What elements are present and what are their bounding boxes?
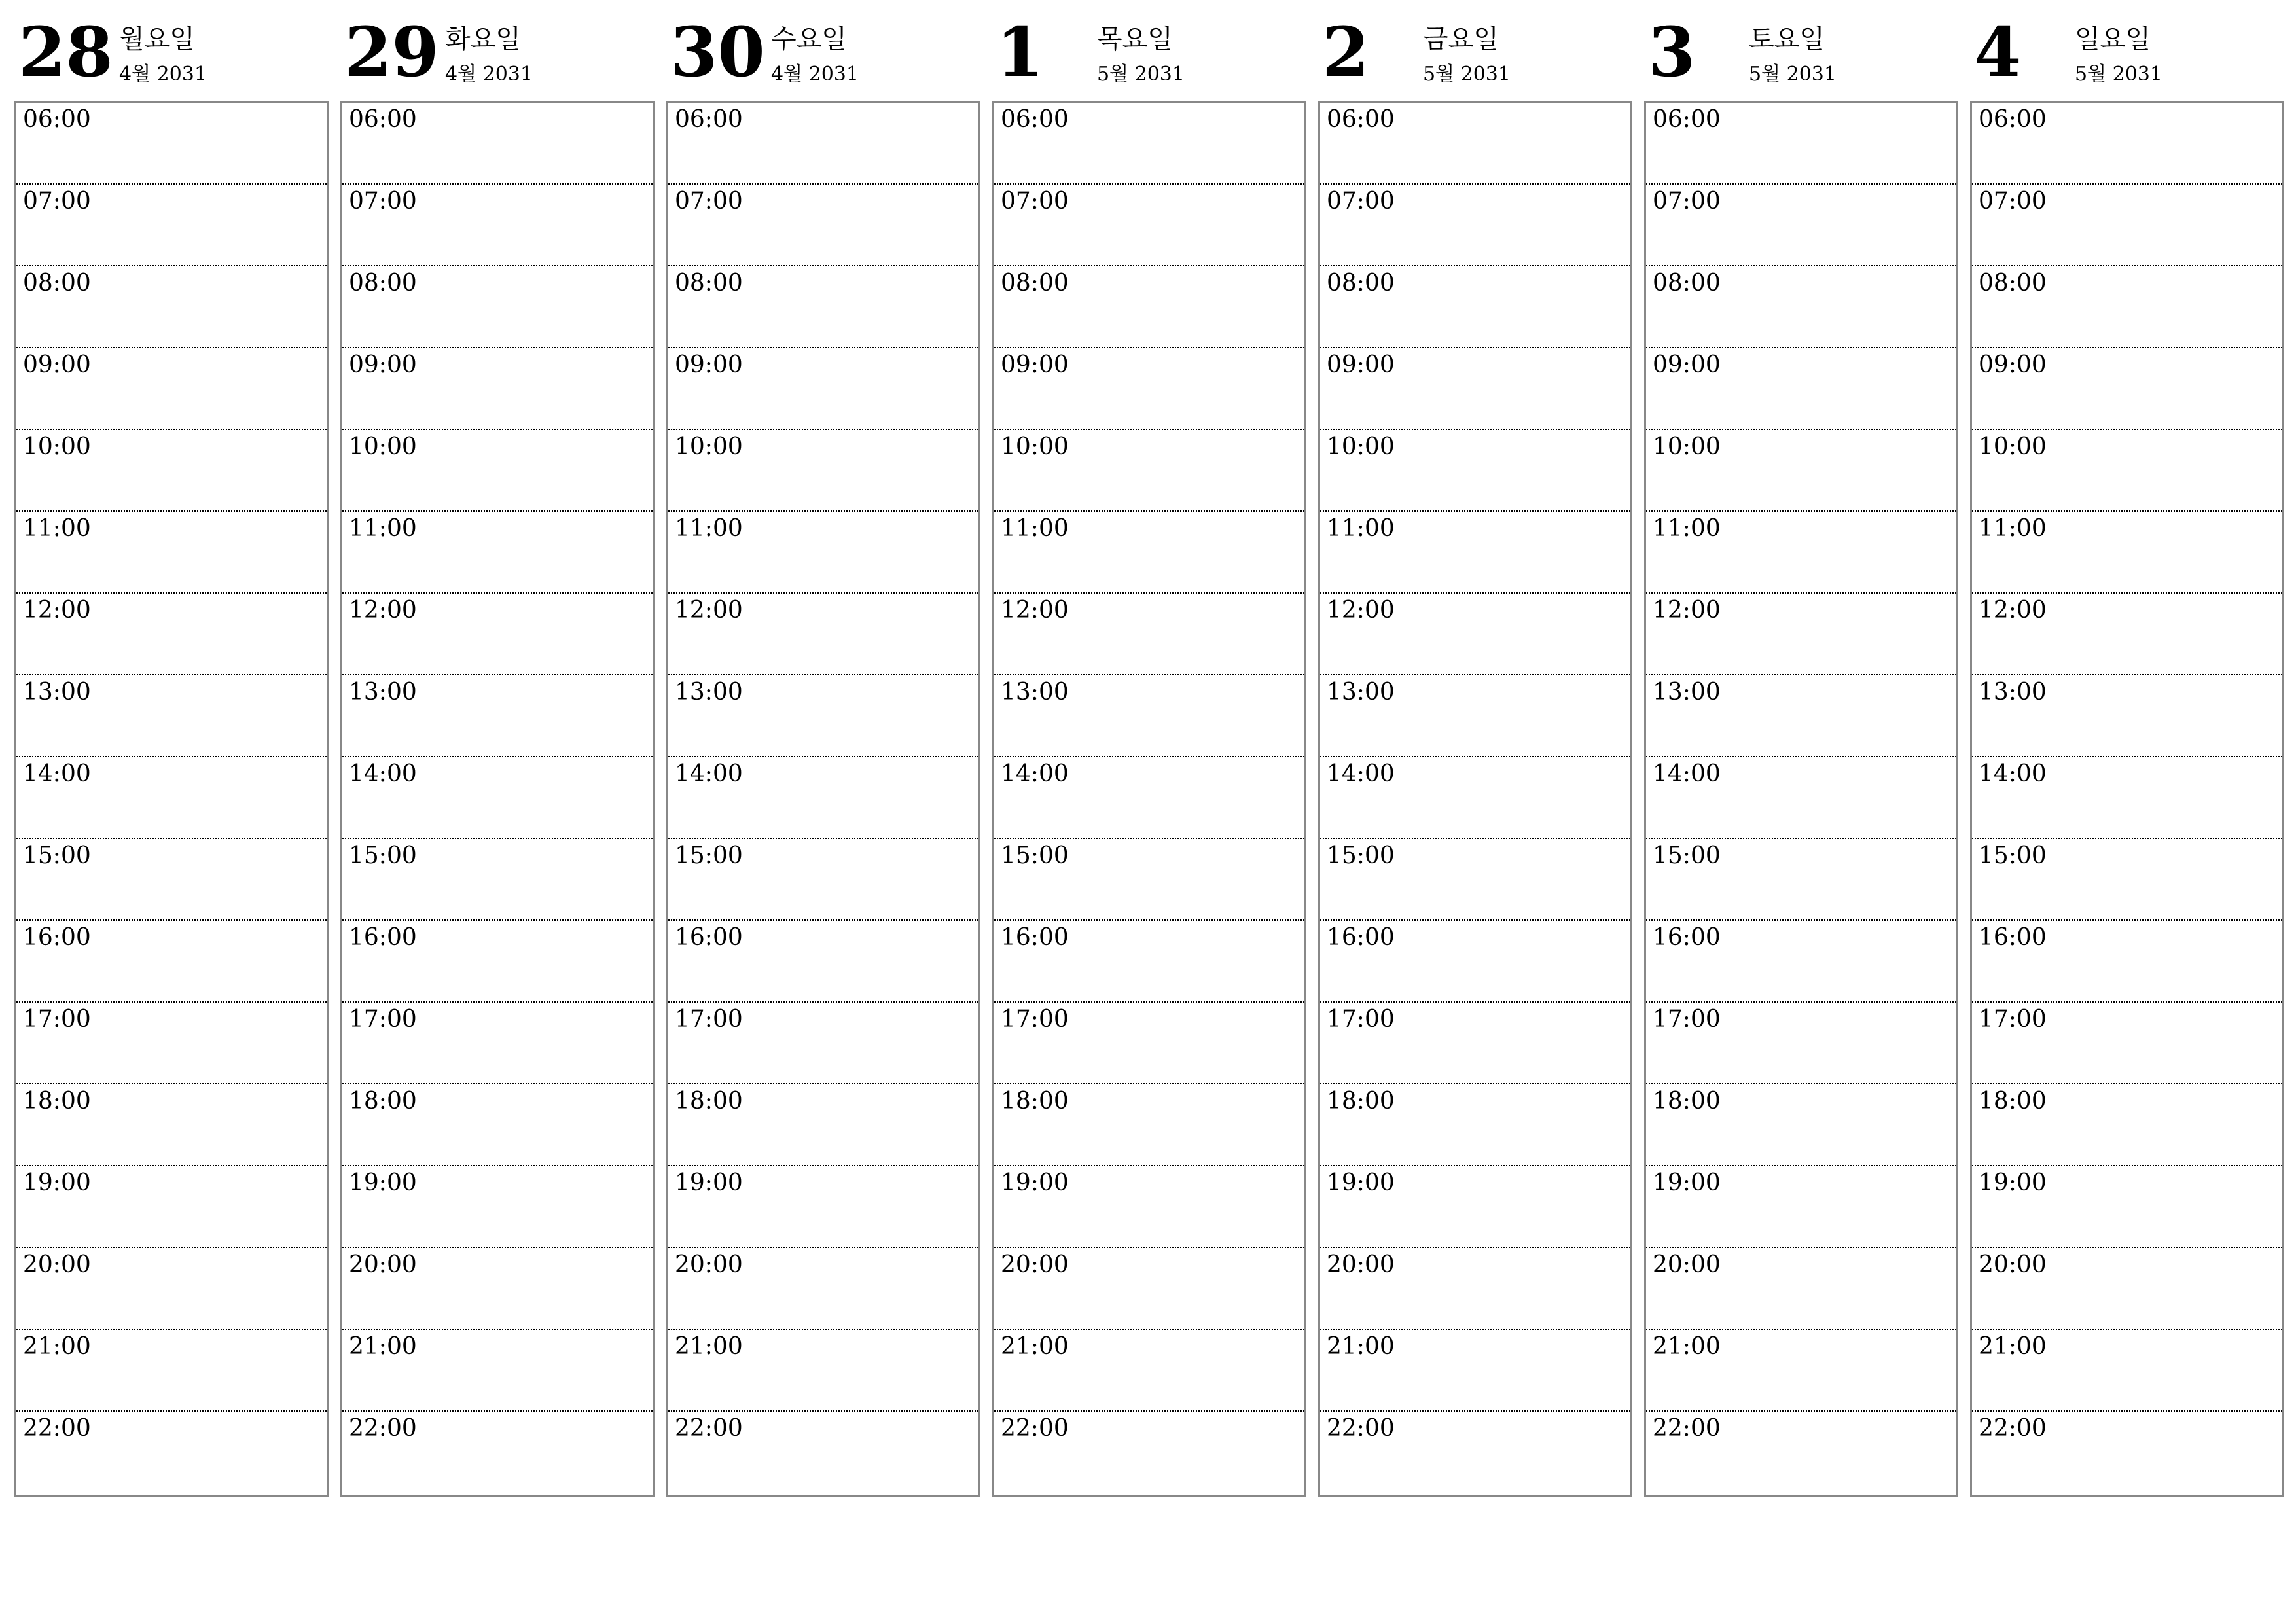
hour-slot[interactable]	[1972, 839, 2282, 921]
hour-slot[interactable]	[1320, 103, 1630, 185]
hour-label: 22:00	[1653, 1415, 1721, 1442]
weekday-label: 화요일	[445, 24, 521, 54]
weekday-label: 금요일	[1423, 24, 1499, 54]
hour-label: 16:00	[1001, 924, 1069, 951]
hour-label: 21:00	[349, 1333, 417, 1360]
hour-slot[interactable]	[1646, 839, 1956, 921]
hour-label: 14:00	[675, 760, 743, 787]
hour-slot[interactable]	[668, 675, 978, 757]
weekday-label: 토요일	[1749, 24, 1825, 54]
hour-label: 18:00	[23, 1088, 91, 1115]
hour-label: 20:00	[1001, 1251, 1069, 1278]
hour-slot[interactable]	[1320, 1248, 1630, 1330]
hour-label: 09:00	[23, 351, 91, 378]
hour-label: 16:00	[1979, 924, 2047, 951]
day-column	[1644, 12, 1957, 1442]
hour-slot[interactable]	[342, 839, 653, 921]
weekday-label: 일요일	[2075, 24, 2151, 54]
hour-slot[interactable]	[994, 266, 1304, 348]
hour-label: 17:00	[1979, 1006, 2047, 1033]
hour-slot[interactable]	[1646, 1003, 1956, 1084]
hour-label: 06:00	[675, 106, 743, 133]
hour-label: 19:00	[1001, 1169, 1069, 1196]
month-year-label: 5월 2031	[2075, 63, 2162, 86]
day-number: 30	[670, 12, 765, 92]
hour-slot[interactable]	[16, 1166, 327, 1248]
hour-label: 17:00	[23, 1006, 91, 1033]
hour-slot[interactable]	[1646, 594, 1956, 675]
hour-label: 15:00	[1001, 842, 1069, 869]
hour-slot[interactable]	[1972, 348, 2282, 430]
hour-slot[interactable]	[668, 1003, 978, 1084]
hour-slot[interactable]	[1320, 1412, 1630, 1493]
hour-slot[interactable]	[1646, 103, 1956, 185]
hour-label: 08:00	[349, 270, 417, 296]
hour-label: 08:00	[1327, 270, 1395, 296]
hour-slot[interactable]	[1320, 675, 1630, 757]
hour-label: 08:00	[1001, 270, 1069, 296]
hour-label: 21:00	[675, 1333, 743, 1360]
hour-slot[interactable]	[668, 1412, 978, 1493]
hour-label: 08:00	[1653, 270, 1721, 296]
day-number: 28	[18, 12, 113, 92]
hour-slot[interactable]	[1320, 1084, 1630, 1166]
month-year-label: 4월 2031	[119, 63, 207, 86]
hour-slot[interactable]	[1646, 1330, 1956, 1412]
hour-label: 20:00	[1979, 1251, 2047, 1278]
weekday-label: 월요일	[119, 24, 195, 54]
hour-label: 09:00	[1653, 351, 1721, 378]
month-year-label: 4월 2031	[771, 63, 859, 86]
hour-slot[interactable]	[1972, 1330, 2282, 1412]
hour-slot[interactable]	[342, 103, 653, 185]
hour-label: 16:00	[23, 924, 91, 951]
hour-label: 13:00	[1979, 679, 2047, 705]
hour-slot[interactable]	[16, 103, 327, 185]
day-number: 2	[1322, 12, 1370, 92]
hour-slot[interactable]	[1646, 675, 1956, 757]
hour-label: 07:00	[675, 188, 743, 215]
hour-label: 07:00	[1327, 188, 1395, 215]
day-header	[1318, 12, 1631, 101]
hour-slot[interactable]	[668, 185, 978, 266]
hour-slot[interactable]	[16, 921, 327, 1003]
hour-slot[interactable]	[1646, 757, 1956, 839]
hour-slot[interactable]	[16, 512, 327, 594]
hour-slot[interactable]	[1972, 430, 2282, 512]
hour-label: 10:00	[23, 433, 91, 460]
hour-label: 22:00	[1327, 1415, 1395, 1442]
hour-slot[interactable]	[668, 1166, 978, 1248]
hour-slot[interactable]	[16, 1084, 327, 1166]
hour-label: 17:00	[1653, 1006, 1721, 1033]
hour-slot[interactable]	[342, 757, 653, 839]
hour-label: 15:00	[349, 842, 417, 869]
hour-slot[interactable]	[342, 921, 653, 1003]
day-header	[666, 12, 979, 101]
day-column	[340, 12, 653, 1442]
hour-label: 19:00	[349, 1169, 417, 1196]
hour-label: 15:00	[1653, 842, 1721, 869]
hour-slot[interactable]	[16, 594, 327, 675]
month-year-label: 5월 2031	[1749, 63, 1837, 86]
hour-slot[interactable]	[342, 430, 653, 512]
hour-label: 07:00	[23, 188, 91, 215]
hour-label: 18:00	[675, 1088, 743, 1115]
day-schedule-box	[1318, 101, 1632, 1497]
hour-slot[interactable]	[668, 103, 978, 185]
hour-slot[interactable]	[994, 185, 1304, 266]
hour-slot[interactable]	[16, 757, 327, 839]
hour-label: 15:00	[23, 842, 91, 869]
hour-slot[interactable]	[1972, 266, 2282, 348]
hour-slot[interactable]	[342, 1330, 653, 1412]
hour-label: 06:00	[1653, 106, 1721, 133]
hour-label: 17:00	[1327, 1006, 1395, 1033]
hour-label: 17:00	[1001, 1006, 1069, 1033]
hour-label: 11:00	[675, 515, 743, 542]
month-year-label: 5월 2031	[1097, 63, 1185, 86]
hour-label: 13:00	[1653, 679, 1721, 705]
hour-slot[interactable]	[16, 839, 327, 921]
hour-label: 06:00	[1327, 106, 1395, 133]
hour-slot[interactable]	[668, 921, 978, 1003]
hour-label: 09:00	[1979, 351, 2047, 378]
hour-label: 21:00	[1327, 1333, 1395, 1360]
hour-label: 07:00	[349, 188, 417, 215]
hour-label: 22:00	[23, 1415, 91, 1442]
hour-label: 14:00	[23, 760, 91, 787]
hour-slot[interactable]	[1320, 839, 1630, 921]
hour-label: 19:00	[1327, 1169, 1395, 1196]
weekday-label: 목요일	[1097, 24, 1173, 54]
hour-label: 10:00	[1653, 433, 1721, 460]
hour-label: 11:00	[1001, 515, 1069, 542]
hour-label: 21:00	[23, 1333, 91, 1360]
hour-label: 13:00	[23, 679, 91, 705]
hour-slot[interactable]	[342, 1166, 653, 1248]
hour-label: 09:00	[1001, 351, 1069, 378]
hour-slot[interactable]	[994, 921, 1304, 1003]
hour-slot[interactable]	[342, 1003, 653, 1084]
hour-label: 18:00	[1979, 1088, 2047, 1115]
hour-label: 19:00	[1653, 1169, 1721, 1196]
hour-slot[interactable]	[1646, 1166, 1956, 1248]
hour-label: 12:00	[675, 597, 743, 624]
day-header	[1970, 12, 2283, 101]
hour-slot[interactable]	[1320, 921, 1630, 1003]
hour-label: 06:00	[349, 106, 417, 133]
hour-label: 20:00	[1327, 1251, 1395, 1278]
hour-label: 14:00	[349, 760, 417, 787]
hour-label: 16:00	[675, 924, 743, 951]
hour-label: 14:00	[1327, 760, 1395, 787]
hour-slot[interactable]	[1320, 757, 1630, 839]
hour-slot[interactable]	[994, 1412, 1304, 1493]
hour-slot[interactable]	[668, 430, 978, 512]
hour-label: 21:00	[1653, 1333, 1721, 1360]
hour-label: 11:00	[349, 515, 417, 542]
hour-slot[interactable]	[994, 1166, 1304, 1248]
hour-slot[interactable]	[342, 348, 653, 430]
hour-label: 10:00	[1001, 433, 1069, 460]
hour-slot[interactable]	[1320, 512, 1630, 594]
hour-label: 07:00	[1653, 188, 1721, 215]
hour-slot[interactable]	[1972, 675, 2282, 757]
day-column	[1318, 12, 1631, 1442]
hour-slot[interactable]	[668, 348, 978, 430]
hour-slot[interactable]	[16, 185, 327, 266]
hour-label: 22:00	[1001, 1415, 1069, 1442]
hour-label: 10:00	[1327, 433, 1395, 460]
hour-label: 10:00	[675, 433, 743, 460]
hour-label: 09:00	[349, 351, 417, 378]
hour-label: 07:00	[1979, 188, 2047, 215]
hour-slot[interactable]	[1646, 1248, 1956, 1330]
hour-label: 09:00	[675, 351, 743, 378]
hour-label: 18:00	[349, 1088, 417, 1115]
hour-slot[interactable]	[1972, 1412, 2282, 1493]
hour-label: 20:00	[1653, 1251, 1721, 1278]
hour-slot[interactable]	[1646, 1084, 1956, 1166]
hour-slot[interactable]	[668, 1084, 978, 1166]
hour-slot[interactable]	[1646, 921, 1956, 1003]
hour-slot[interactable]	[1320, 594, 1630, 675]
hour-label: 20:00	[349, 1251, 417, 1278]
hour-slot[interactable]	[342, 185, 653, 266]
weekday-label: 수요일	[771, 24, 847, 54]
hour-label: 08:00	[1979, 270, 2047, 296]
hour-label: 16:00	[1653, 924, 1721, 951]
hour-slot[interactable]	[1646, 430, 1956, 512]
hour-slot[interactable]	[1320, 430, 1630, 512]
hour-label: 13:00	[1001, 679, 1069, 705]
hour-slot[interactable]	[668, 1330, 978, 1412]
hour-label: 06:00	[23, 106, 91, 133]
hour-slot[interactable]	[1646, 266, 1956, 348]
hour-label: 15:00	[1327, 842, 1395, 869]
hour-label: 16:00	[349, 924, 417, 951]
hour-label: 10:00	[349, 433, 417, 460]
hour-label: 20:00	[675, 1251, 743, 1278]
day-schedule-box	[14, 101, 329, 1497]
day-column	[666, 12, 979, 1442]
day-header	[14, 12, 327, 101]
hour-label: 15:00	[675, 842, 743, 869]
hour-slot[interactable]	[1646, 185, 1956, 266]
hour-slot[interactable]	[994, 430, 1304, 512]
day-schedule-box	[340, 101, 655, 1497]
hour-label: 22:00	[1979, 1415, 2047, 1442]
hour-slot[interactable]	[668, 1248, 978, 1330]
hour-slot[interactable]	[342, 1084, 653, 1166]
hour-label: 12:00	[349, 597, 417, 624]
day-header	[340, 12, 653, 101]
hour-label: 20:00	[23, 1251, 91, 1278]
hour-label: 13:00	[1327, 679, 1395, 705]
hour-label: 06:00	[1001, 106, 1069, 133]
month-year-label: 4월 2031	[445, 63, 533, 86]
hour-slot[interactable]	[1646, 512, 1956, 594]
hour-slot[interactable]	[994, 594, 1304, 675]
hour-slot[interactable]	[1972, 1248, 2282, 1330]
hour-label: 12:00	[1979, 597, 2047, 624]
day-column	[14, 12, 327, 1442]
hour-slot[interactable]	[994, 675, 1304, 757]
hour-slot[interactable]	[994, 348, 1304, 430]
hour-label: 15:00	[1979, 842, 2047, 869]
hour-slot[interactable]	[342, 675, 653, 757]
hour-slot[interactable]	[1972, 1003, 2282, 1084]
hour-label: 11:00	[23, 515, 91, 542]
hour-slot[interactable]	[668, 839, 978, 921]
hour-slot[interactable]	[16, 266, 327, 348]
hour-label: 14:00	[1979, 760, 2047, 787]
hour-slot[interactable]	[994, 839, 1304, 921]
hour-slot[interactable]	[994, 1084, 1304, 1166]
hour-label: 22:00	[675, 1415, 743, 1442]
hour-label: 12:00	[23, 597, 91, 624]
hour-label: 09:00	[1327, 351, 1395, 378]
hour-label: 18:00	[1653, 1088, 1721, 1115]
hour-label: 10:00	[1979, 433, 2047, 460]
hour-slot[interactable]	[16, 1003, 327, 1084]
hour-label: 14:00	[1653, 760, 1721, 787]
hour-slot[interactable]	[994, 103, 1304, 185]
hour-slot[interactable]	[16, 430, 327, 512]
hour-label: 06:00	[1979, 106, 2047, 133]
hour-label: 12:00	[1327, 597, 1395, 624]
day-number: 4	[1974, 12, 2022, 92]
hour-slot[interactable]	[1320, 1166, 1630, 1248]
hour-label: 16:00	[1327, 924, 1395, 951]
day-column	[1970, 12, 2283, 1442]
hour-label: 21:00	[1001, 1333, 1069, 1360]
hour-label: 22:00	[349, 1415, 417, 1442]
hour-slot[interactable]	[1972, 1166, 2282, 1248]
hour-label: 08:00	[23, 270, 91, 296]
hour-label: 11:00	[1653, 515, 1721, 542]
day-column	[992, 12, 1305, 1442]
hour-slot[interactable]	[668, 512, 978, 594]
hour-label: 12:00	[1001, 597, 1069, 624]
hour-slot[interactable]	[994, 757, 1304, 839]
hour-slot[interactable]	[668, 757, 978, 839]
hour-label: 17:00	[349, 1006, 417, 1033]
day-header	[1644, 12, 1957, 101]
hour-slot[interactable]	[1972, 185, 2282, 266]
hour-label: 17:00	[675, 1006, 743, 1033]
hour-label: 18:00	[1001, 1088, 1069, 1115]
day-schedule-box	[1644, 101, 1958, 1497]
hour-slot[interactable]	[994, 1003, 1304, 1084]
hour-slot[interactable]	[342, 1248, 653, 1330]
hour-label: 14:00	[1001, 760, 1069, 787]
day-header	[992, 12, 1305, 101]
month-year-label: 5월 2031	[1423, 63, 1511, 86]
hour-label: 08:00	[675, 270, 743, 296]
hour-slot[interactable]	[16, 1412, 327, 1493]
hour-label: 13:00	[349, 679, 417, 705]
day-schedule-box	[992, 101, 1306, 1497]
day-schedule-box	[666, 101, 980, 1497]
hour-slot[interactable]	[342, 1412, 653, 1493]
hour-label: 19:00	[675, 1169, 743, 1196]
day-schedule-box	[1970, 101, 2284, 1497]
hour-label: 19:00	[1979, 1169, 2047, 1196]
day-number: 29	[344, 12, 439, 92]
hour-label: 11:00	[1979, 515, 2047, 542]
hour-slot[interactable]	[1972, 103, 2282, 185]
hour-slot[interactable]	[1972, 757, 2282, 839]
hour-slot[interactable]	[668, 594, 978, 675]
hour-slot[interactable]	[1320, 1003, 1630, 1084]
hour-label: 13:00	[675, 679, 743, 705]
hour-slot[interactable]	[994, 512, 1304, 594]
hour-slot[interactable]	[668, 266, 978, 348]
hour-label: 12:00	[1653, 597, 1721, 624]
day-number: 3	[1648, 12, 1696, 92]
hour-slot[interactable]	[1972, 1084, 2282, 1166]
hour-slot[interactable]	[1320, 348, 1630, 430]
hour-slot[interactable]	[1972, 594, 2282, 675]
hour-slot[interactable]	[342, 512, 653, 594]
hour-label: 19:00	[23, 1169, 91, 1196]
hour-slot[interactable]	[1320, 185, 1630, 266]
hour-slot[interactable]	[342, 266, 653, 348]
hour-label: 07:00	[1001, 188, 1069, 215]
hour-slot[interactable]	[342, 594, 653, 675]
hour-slot[interactable]	[1320, 266, 1630, 348]
hour-slot[interactable]	[994, 1330, 1304, 1412]
hour-label: 21:00	[1979, 1333, 2047, 1360]
hour-slot[interactable]	[16, 1248, 327, 1330]
hour-label: 18:00	[1327, 1088, 1395, 1115]
hour-slot[interactable]	[1320, 1330, 1630, 1412]
hour-slot[interactable]	[16, 348, 327, 430]
hour-slot[interactable]	[1646, 1412, 1956, 1493]
hour-slot[interactable]	[1646, 348, 1956, 430]
hour-slot[interactable]	[1972, 512, 2282, 594]
day-number: 1	[996, 12, 1044, 92]
hour-slot[interactable]	[16, 1330, 327, 1412]
hour-slot[interactable]	[994, 1248, 1304, 1330]
hour-label: 11:00	[1327, 515, 1395, 542]
hour-slot[interactable]	[1972, 921, 2282, 1003]
hour-slot[interactable]	[16, 675, 327, 757]
